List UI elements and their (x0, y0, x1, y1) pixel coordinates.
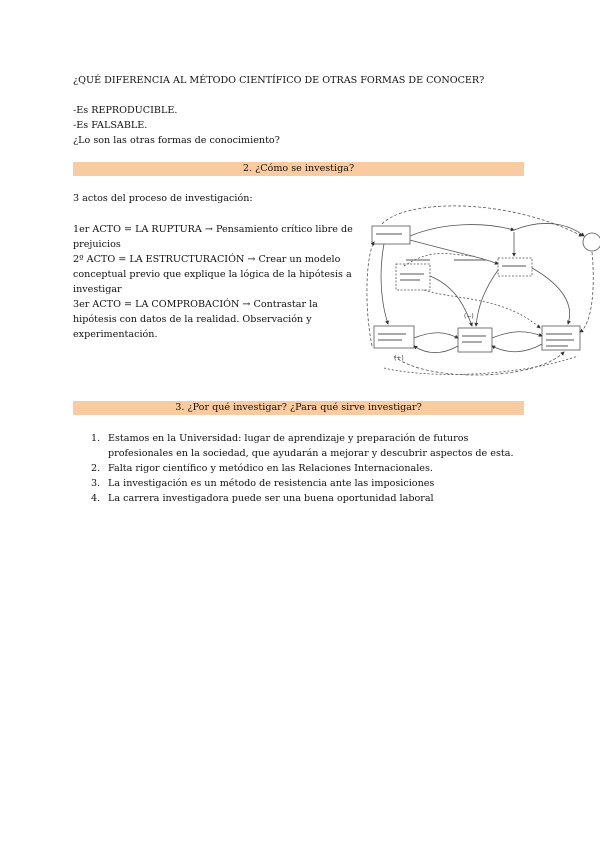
diagram-box-right (498, 258, 532, 276)
intro-question: ¿QUÉ DIFERENCIA AL MÉTODO CIENTÍFICO DE OTRAS FORMAS DE CONOCER? (73, 75, 485, 86)
intro-point-falsable: -Es FALSABLE. (73, 120, 148, 131)
list-item-number: 3. (91, 478, 101, 489)
list-item-text: La carrera investigadora puede ser una buena oportunidad laboral (108, 493, 434, 504)
list-item (91, 431, 531, 461)
diagram-box-middle (396, 264, 430, 290)
act-2: 2º ACTO = LA ESTRUCTURACIÓN → Crear un modelo conceptual previo que explique la lógica de la hipótesis a investigar (73, 254, 352, 295)
research-process-diagram (364, 196, 600, 382)
act-1: 1er ACTO = LA RUPTURA → Pensamiento crítico libre de prejuicios (73, 224, 353, 250)
list-item (91, 461, 531, 476)
diagram-box-bottom-center (458, 328, 492, 352)
list-item-number: 2. (91, 463, 101, 474)
diagram-box-top-left (372, 226, 410, 244)
section3-header: 3. ¿Por qué investigar? ¿Para qué sirve investigar? (73, 401, 524, 415)
reasons-list (91, 431, 531, 506)
section2-lead: 3 actos del proceso de investigación: (73, 193, 253, 204)
diagram-loop-label-negative: (−) (464, 313, 474, 320)
diagram-loop-label-positive: (+) (394, 355, 404, 362)
list-item (91, 476, 531, 491)
list-item-number: 4. (91, 493, 101, 504)
diagram-box-bottom-left (374, 326, 414, 348)
section2-header: 2. ¿Cómo se investiga? (73, 162, 524, 176)
list-item (91, 491, 531, 506)
intro-point-reproducible: -Es REPRODUCIBLE. (73, 105, 178, 116)
diagram-node-far-right (583, 233, 600, 251)
list-item-text: La investigación es un método de resistencia ante las imposiciones (108, 478, 435, 489)
act-3: 3er ACTO = LA COMPROBACIÓN → Contrastar la hipótesis con datos de la realidad. Observación y experimentación. (73, 299, 318, 340)
list-item-text: Falta rigor científico y metódico en las Relaciones Internacionales. (108, 463, 433, 474)
list-item-text: Estamos en la Universidad: lugar de aprendizaje y preparación de futuros profesionales en la sociedad, que ayudarán a mejorar y descubrir aspectos de esta. (108, 433, 514, 459)
list-item-number: 1. (91, 433, 101, 444)
intro-point-question: ¿Lo son las otras formas de conocimiento? (73, 135, 280, 146)
